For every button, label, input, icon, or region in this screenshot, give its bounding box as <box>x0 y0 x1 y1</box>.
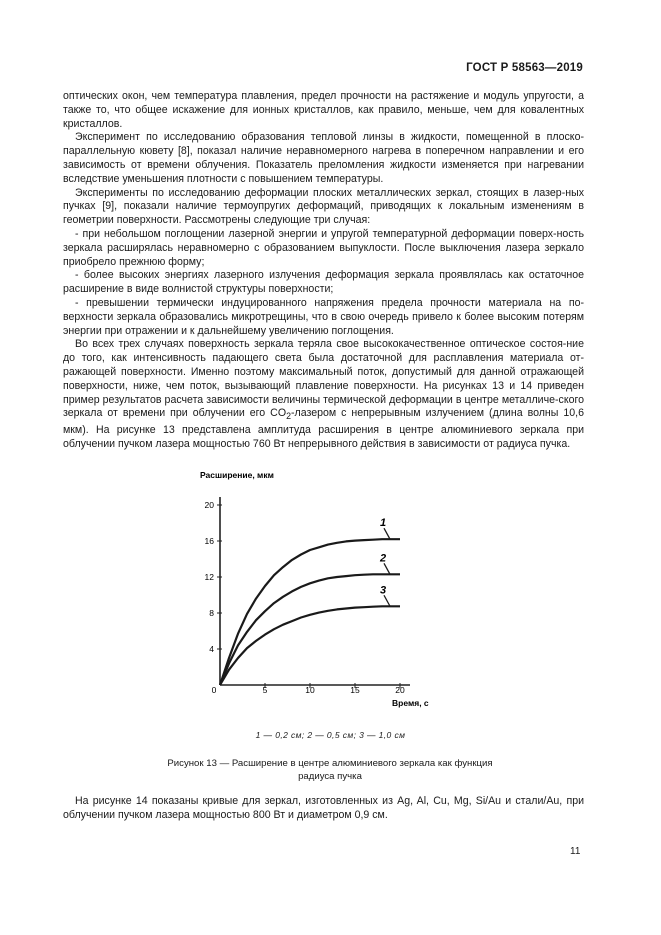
series-line-1 <box>220 539 400 685</box>
chart-series <box>220 517 400 685</box>
y-tick-label: 4 <box>209 644 214 654</box>
paragraph: оптических окон, чем температура плавления, предел прочности на растяжение и модуль упругости, а также то, что общее искажение для ионных кристаллов, как правило, меньше, чем для ковалентных кристаллов. <box>63 90 584 130</box>
series-label-1: 1 <box>380 517 387 530</box>
chart-ticks <box>205 500 405 695</box>
expansion-chart <box>196 466 446 711</box>
x-tick-label: 0 <box>211 685 217 695</box>
caption-line: Рисунок 13 — Расширение в центре алюминиевого зеркала как функция <box>167 758 493 769</box>
series-line-2 <box>220 574 400 685</box>
list-item: - при небольшом поглощении лазерной энергии и упругой температурной деформации поверх-ность зеркала расширялась неравномерно с образованием выпуклости. После выключения лазера зеркало приобрело прежнюю форму; <box>63 227 584 268</box>
list-item: - превышении термически индуцированного напряжения предела прочности материала на по-верхности зеркала образовались микротрещины, что в свою очередь привело к более высоким потерям энергии при отражении и к дальнейшему увеличению поглощения. <box>63 296 584 337</box>
x-tick-label: 5 <box>262 685 268 695</box>
series-leader-2 <box>384 563 390 574</box>
body-text <box>63 90 584 452</box>
y-tick-label: 12 <box>204 572 214 582</box>
paragraph: Эксперименты по исследованию деформации плоских металлических зеркал, стоящих в лазер-ных пучках [9], показали наличие термоупругих деформаций, приводящих к локальным изменениям в геометрии поверхности. Рассмотрены следующие три случая: <box>63 186 584 227</box>
y-tick-label: 16 <box>204 536 214 546</box>
figure-legend: 1 — 0,2 см; 2 — 0,5 см; 3 — 1,0 см <box>255 730 406 740</box>
series-line-3 <box>220 606 400 685</box>
document-code: ГОСТ Р 58563—2019 <box>466 62 583 74</box>
y-tick-label: 8 <box>209 608 214 618</box>
page-number: 11 <box>570 846 581 857</box>
series-leader-1 <box>384 528 390 539</box>
x-axis-label: Время, с <box>392 698 429 708</box>
chart-canvas <box>196 466 446 711</box>
x-tick-label: 15 <box>350 685 360 695</box>
y-tick-label: 20 <box>204 500 214 510</box>
caption-line: радиуса пучка <box>298 771 362 782</box>
list-item: - более высоких энергиях лазерного излучения деформация зеркала проявлялась как остаточное расширение в виде волнистой структуры поверхности; <box>63 269 584 296</box>
series-label-2: 2 <box>380 552 387 565</box>
paragraph-part: Во всех трех случаях поверхность зеркала теряла свое высококачественное оптическое состоя-ние до того, как интенсивность падающего света была достаточной для расплавления материала от-ражающей поверхности. Именно поэтому максимальный поток, допустимый для данной отражающей поверхности, ниже, чем поток, вызывающий плавление поверхности. На рисунках 13 и 14 приведен пример результатов расчета зависимости величины термической деформации в центре металличе-ского зеркала от времени при облучении его CO <box>63 338 584 420</box>
series-leader-3 <box>384 595 390 606</box>
paragraph: На рисунке 14 показаны кривые для зеркал, изготовленных из Ag, Al, Cu, Mg, Si/Au и стали/Au, при облучении пучком лазера мощностью 800 Вт и диаметром 0,9 см. <box>63 795 584 821</box>
paragraph <box>63 338 584 451</box>
series-label-3: 3 <box>380 584 387 597</box>
after-text <box>63 794 584 822</box>
paragraph-part: -лазером с непрерывным излучением (длина волны 10,6 мкм). На рисунке 13 представлена амплитуда расширения в центре алюминиевого зеркала при облучении пучком лазера мощностью 760 Вт непрерывного действия в зависимости от радиуса пучка. <box>63 407 584 451</box>
y-axis-label: Расширение, мкм <box>200 470 274 480</box>
paragraph: Эксперимент по исследованию образования тепловой линзы в жидкости, помещенной в плоско-параллельную кювету [8], показал наличие неравномерного нагрева в поперечном направлении и его зависимость от времени облучения. Показатель преломления жидкости изменяется при нагревании вследствие уменьшения плотности с повышением температуры. <box>63 131 584 185</box>
x-tick-label: 20 <box>395 685 405 695</box>
x-tick-label: 10 <box>305 685 315 695</box>
subscript: 2 <box>286 411 291 422</box>
figure-caption <box>140 757 520 783</box>
